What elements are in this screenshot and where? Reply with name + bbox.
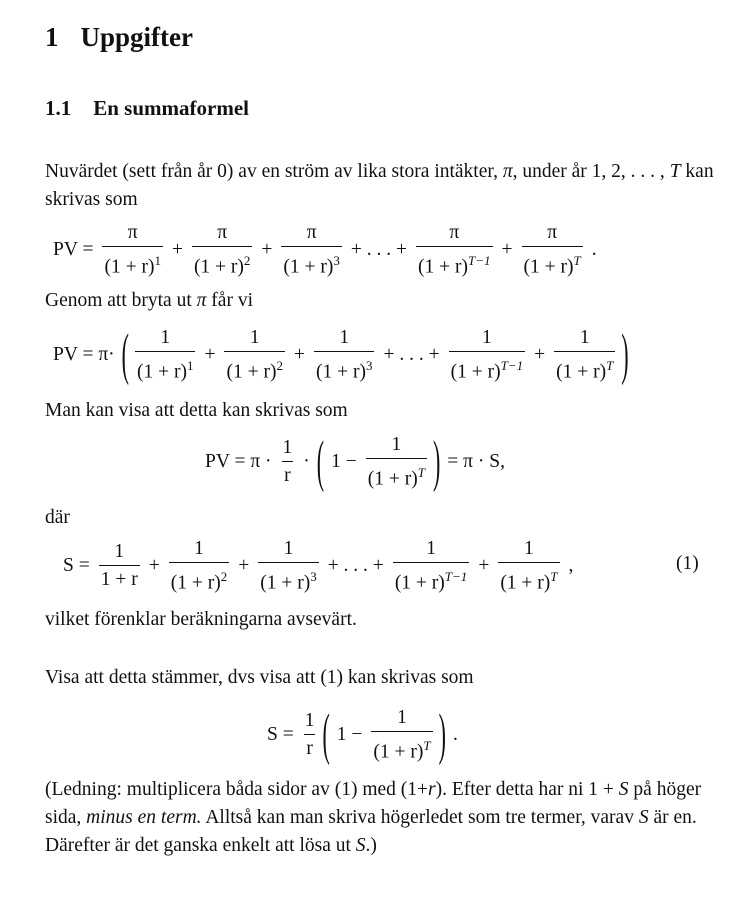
denominator-base: r	[306, 738, 313, 760]
text-segment: får vi	[206, 290, 253, 311]
parenthesis: (	[322, 701, 330, 767]
fraction	[99, 541, 140, 591]
fraction	[192, 222, 252, 279]
math-operator: + . . . +	[383, 344, 440, 366]
fraction	[522, 222, 583, 279]
denominator-base: 1 + r	[100, 569, 138, 591]
fraction	[169, 538, 229, 595]
fraction	[416, 222, 493, 279]
text-segment: på höger sida,	[45, 779, 702, 828]
exponent: 1	[154, 253, 161, 268]
numerator: 1	[579, 327, 590, 348]
text-segment: Visa att detta stämmer, dvs visa att (1) kan skrivas som	[45, 667, 474, 688]
paragraph	[45, 397, 715, 425]
fraction	[554, 327, 615, 384]
exponent: 3	[310, 569, 317, 584]
denominator	[416, 246, 493, 279]
math-operator: .	[591, 239, 597, 261]
numerator: 1	[194, 538, 204, 559]
paragraph	[45, 606, 715, 634]
equation-pv-factored	[48, 321, 631, 387]
paragraph	[45, 158, 715, 214]
text-segment: Nuvärdet (sett från år 0) av en ström av lika stora intäkter,	[45, 161, 503, 182]
math-operator: S =	[63, 555, 90, 577]
math-operator: +	[148, 555, 160, 577]
equation-s-sum	[58, 538, 578, 595]
denominator	[102, 246, 162, 279]
math-operator: PV = π ·	[205, 451, 272, 473]
paragraph	[45, 504, 715, 532]
denominator	[366, 458, 427, 491]
denominator	[99, 565, 140, 591]
denominator-base: (1 + r)	[450, 361, 501, 383]
fraction	[449, 327, 526, 384]
exponent: T	[606, 358, 614, 373]
exponent: 2	[276, 358, 283, 373]
parenthesis: )	[438, 701, 446, 767]
equation-pv-sum	[48, 222, 602, 279]
denominator	[522, 246, 583, 279]
denominator-base: (1 + r)	[394, 572, 445, 594]
denominator-base: (1 + r)	[104, 256, 155, 278]
denominator	[192, 246, 252, 279]
fraction	[366, 434, 427, 491]
text-segment: vilket förenklar beräkningarna avsevärt.	[45, 609, 357, 630]
denominator	[393, 562, 470, 595]
text-segment: , under år 1, 2, . . . ,	[512, 161, 670, 182]
text-segment: S	[355, 835, 366, 856]
math-operator: + . . . +	[350, 239, 408, 261]
text-segment: Man kan visa att detta kan skrivas som	[45, 400, 348, 421]
exponent: 3	[365, 358, 373, 373]
math-operator: ,	[568, 555, 574, 577]
denominator	[314, 351, 374, 384]
parenthesis: (	[121, 321, 129, 387]
numerator: 1	[426, 538, 436, 559]
fraction	[102, 222, 162, 279]
numerator: π	[449, 222, 460, 243]
section-title: Uppgifter	[80, 22, 193, 52]
text-segment: är en. Därefter är det ganska enkelt att lösa ut	[45, 807, 697, 856]
denominator-base: (1 + r)	[523, 256, 574, 278]
denominator-base: (1 + r)	[500, 572, 551, 594]
fraction	[281, 437, 295, 487]
denominator	[498, 562, 559, 595]
denominator-base: r	[284, 465, 291, 487]
math-operator: +	[204, 344, 216, 366]
denominator-base: (1 + r)	[260, 572, 311, 594]
denominator	[281, 246, 341, 279]
numerator: 1	[160, 327, 171, 348]
fraction	[224, 327, 284, 384]
text-segment: S	[618, 779, 629, 800]
fraction	[498, 538, 559, 595]
denominator	[371, 731, 432, 764]
exponent: 2	[243, 253, 251, 268]
text-segment: (Ledning: multiplicera båda sidor av (1) med (1+	[45, 779, 429, 800]
denominator-base: (1 + r)	[373, 741, 424, 763]
exponent: T	[573, 253, 581, 268]
math-operator: +	[293, 344, 305, 366]
denominator-base: (1 + r)	[283, 256, 334, 278]
numerator: 1	[304, 710, 315, 732]
denominator	[554, 351, 615, 384]
math-operator: +	[501, 239, 513, 261]
math-operator: S =	[267, 724, 294, 746]
numerator: 1	[397, 707, 407, 728]
denominator	[135, 351, 195, 384]
text-segment: ). Efter detta har ni 1 +	[435, 779, 619, 800]
math-operator: +	[534, 344, 546, 366]
text-segment: S	[638, 807, 649, 828]
fraction	[135, 327, 195, 384]
exponent: T	[417, 465, 425, 480]
equation-pv-closed	[200, 428, 510, 494]
equation-number: (1)	[676, 553, 699, 574]
numerator: 1	[339, 327, 350, 348]
denominator-base: (1 + r)	[418, 256, 469, 278]
denominator	[258, 562, 318, 595]
denominator-base: (1 + r)	[137, 361, 187, 383]
parenthesis: )	[432, 428, 441, 494]
paragraph	[45, 287, 715, 315]
text-segment: r	[428, 779, 436, 800]
text-segment: där	[45, 507, 70, 528]
exponent: T	[550, 569, 558, 584]
exponent: T−1	[468, 253, 491, 268]
denominator-base: (1 + r)	[170, 572, 221, 594]
denominator-base: (1 + r)	[367, 468, 418, 490]
text-segment: π	[502, 161, 513, 182]
subsection-number: 1.1	[45, 96, 72, 120]
text-segment: minus en term.	[86, 807, 202, 828]
numerator: 1	[249, 327, 260, 348]
math-operator: .	[452, 724, 458, 746]
denominator-base: (1 + r)	[556, 361, 607, 383]
math-operator: = π · S,	[447, 451, 505, 473]
fraction	[393, 538, 470, 595]
fraction	[303, 710, 317, 760]
denominator	[449, 351, 526, 384]
exponent: T−1	[444, 569, 468, 584]
denominator-base: (1 + r)	[193, 256, 244, 278]
numerator: π	[547, 222, 558, 243]
subsection-heading	[45, 96, 249, 121]
equation-s-closed	[262, 701, 463, 767]
math-operator: +	[238, 555, 250, 577]
paragraph-hint	[45, 776, 715, 860]
parenthesis: (	[316, 428, 325, 494]
denominator-base: (1 + r)	[315, 361, 366, 383]
text-segment: .)	[365, 835, 377, 856]
math-operator: 1 −	[331, 451, 357, 473]
fraction	[371, 707, 432, 764]
numerator: π	[217, 222, 228, 243]
math-operator: PV = π·	[53, 344, 115, 366]
math-operator: +	[171, 239, 183, 261]
denominator	[304, 734, 315, 760]
numerator: 1	[391, 434, 402, 455]
exponent: 2	[220, 569, 228, 584]
text-segment: π	[196, 290, 207, 311]
text-segment: Alltså kan man skriva högerledet som tre termer, varav	[201, 807, 639, 828]
denominator	[282, 461, 293, 487]
numerator: 1	[481, 327, 492, 348]
numerator: 1	[283, 538, 294, 559]
exponent: 3	[333, 253, 340, 268]
section-number: 1	[45, 22, 59, 52]
parenthesis: )	[621, 321, 629, 387]
fraction	[281, 222, 341, 279]
fraction	[258, 538, 318, 595]
math-operator: +	[261, 239, 273, 261]
section-heading	[45, 22, 193, 53]
math-operator: PV =	[53, 239, 94, 261]
denominator	[224, 351, 284, 384]
exponent: T−1	[500, 358, 524, 373]
denominator-base: (1 + r)	[226, 361, 277, 383]
math-operator: + . . . +	[327, 555, 384, 577]
numerator: 1	[114, 541, 125, 563]
numerator: 1	[524, 538, 534, 559]
numerator: 1	[282, 437, 293, 459]
paragraph	[45, 664, 715, 692]
math-operator: +	[478, 555, 490, 577]
math-operator: 1 −	[336, 724, 363, 746]
numerator: π	[127, 222, 138, 243]
math-operator: ·	[303, 451, 310, 473]
text-segment: Genom att bryta ut	[45, 290, 197, 311]
subsection-title: En summaformel	[93, 96, 249, 120]
denominator	[169, 562, 229, 595]
numerator: π	[306, 222, 317, 243]
exponent: T	[423, 738, 431, 753]
fraction	[314, 327, 374, 384]
text-segment: T	[669, 161, 681, 182]
text-segment: kan skrivas som	[45, 161, 714, 210]
exponent: 1	[186, 358, 194, 373]
